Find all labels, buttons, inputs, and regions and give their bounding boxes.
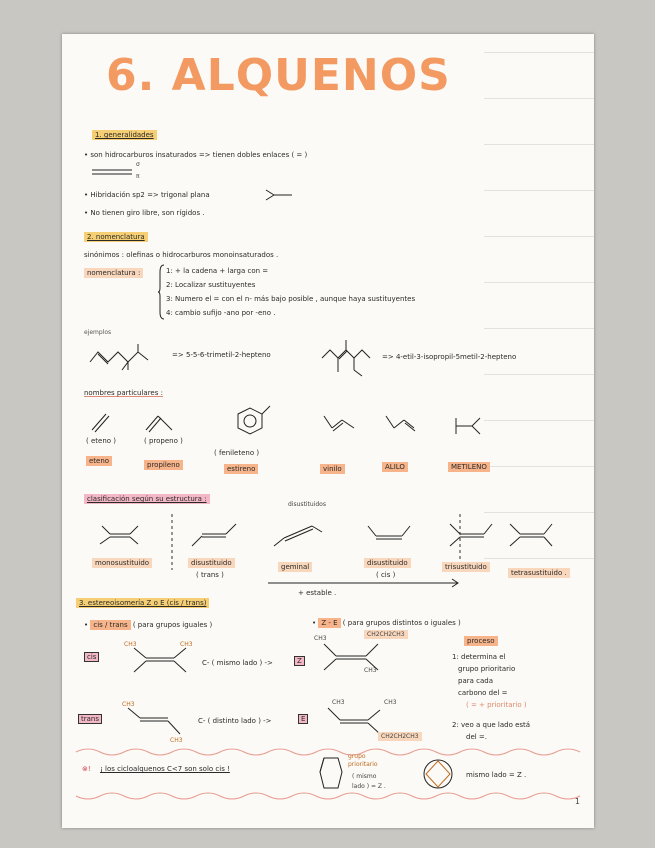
section-1-heading: 1. generalidades [92, 130, 157, 140]
proceso-step1d: carbono del = [458, 689, 508, 697]
example-2-structure [320, 336, 390, 378]
proceso-step1b: grupo prioritario [458, 665, 516, 673]
cis-box: cis [84, 652, 99, 662]
geminal-label: geminal [278, 562, 312, 572]
proceso-step1c: para cada [458, 677, 493, 685]
proceso-step1e: ( = + prioritario ) [466, 701, 527, 709]
example-1-structure [88, 342, 168, 372]
rule-4: 4: cambio sufijo -ano por -eno . [166, 309, 276, 317]
mas-estable-label: + estable . [298, 589, 337, 597]
proceso-step1a: 1: determina el [452, 653, 506, 661]
e-box: E [298, 714, 308, 724]
cis-label: ( cis ) [376, 571, 396, 579]
cyclohexene-structure [418, 754, 458, 794]
footer-lado-z: lado ) = Z . [352, 783, 386, 790]
ejemplos-label: ejemplos [84, 329, 112, 336]
proceso-step2a: 2: veo a que lado está [452, 721, 531, 729]
bullet-rigidos: • No tienen giro libre, son rígidos . [84, 209, 205, 217]
warning-icon: ⊗! [82, 765, 91, 773]
proceso-step2b: del =. [466, 733, 488, 741]
z-e-tag: Z - E [318, 618, 340, 628]
notebook-page: 6. ALQUENOS 1. generalidades • son hidrocarburos insaturados => tienen dobles enlaces ( = ) σ π • Hibridación sp2 => trigonal plana • No tienen giro libre, son rígidos . 2. nomenclatura sinónimos : olefinas o hidrocarburos monoinsaturados . nomenclatura : 1: + la cadena + larga con = 2: Localizar sustituyentes 3: Numero el = con el n- más bajo posible , aunque haya sustituyentes 4: cambio sufijo -ano por -eno . ejemplos => 5-5-6-trimetil-2-hepteno => 4-etil-3-isopropil-5metil-2-hepteno nombres particulares : ( eteno ) eteno ( propeno ) propileno ( fenileteno ) estireno vinilo ALILO METILENO clasificación según su estructura : disustituidos monosustituido disustituido ( trans ) geminal disustituido ( cis ) trisustituido tetrasustituido . + estable . 3. estereoisomería Z o E (cis / trans) • cis / trans ( para grupos iguales ) • Z - E ( para grupos distintos o iguales ) proceso 1: determina el grupo prioritario para cada carbono del = ( = + prioritario ) 2: veo a que lado está del =. cis CH3 CH3 C- ( mismo lado ) -> Z CH3 CH2CH2CH3 CH3 trans CH3 CH3 C- ( distinto lado ) -> E CH3 CH3 CH2CH2CH3 ⊗! ¡ los cicloalquenos C<7 son solo cis ! grupo prioritario ( mismo lado ) = Z . mismo lado = Z . 1 [62, 34, 594, 828]
tetrasustituido-structure [502, 518, 562, 552]
tetrasustituido-label: tetrasustituido . [508, 568, 570, 578]
footer-cicloalquenos: ¡ los cicloalquenos C<7 son solo cis ! [100, 765, 230, 773]
trans-ch3-top: CH3 [122, 701, 135, 708]
e-ch3-top: CH3 [332, 699, 345, 706]
example-1-name: => 5-5-6-trimetil-2-hepteno [172, 351, 271, 359]
metileno-structure [452, 414, 486, 438]
rule-1: 1: + la cadena + larga con = [166, 267, 269, 275]
fenileteno-formal: ( fenileteno ) [214, 449, 260, 457]
rule-3: 3: Numero el = con el n- más bajo posible , aunque haya sustituyentes [166, 295, 416, 303]
bleed-through [484, 34, 594, 594]
propeno-structure [146, 412, 176, 432]
cis-desc: C- ( mismo lado ) -> [202, 659, 273, 667]
trisustituido-label: trisustituido [442, 562, 490, 572]
section-3-heading: 3. estereoisomería Z o E (cis / trans) [76, 598, 209, 608]
sinonimos: sinónimos : olefinas o hidrocarburos monoinsaturados . [84, 251, 279, 259]
monosustituido-label: monosustituido [92, 558, 152, 568]
disustituido-trans-label: disustituido [188, 558, 235, 568]
example-2-name: => 4-etil-3-isopropil-5metil-2-hepteno [382, 353, 517, 361]
cis-trans-tag: cis / trans [90, 620, 130, 630]
eteno-formal: ( eteno ) [86, 437, 116, 445]
sigma-label: σ [136, 161, 140, 168]
bullet-insaturados: • son hidrocarburos insaturados => tienen dobles enlaces ( = ) [84, 151, 308, 159]
e-ch3-right: CH3 [384, 699, 397, 706]
monosustituido-structure [90, 518, 150, 552]
nombres-particulares-heading: nombres particulares : [84, 389, 163, 397]
alilo-name: ALILO [382, 462, 408, 472]
z-ch2ch2ch3: CH2CH2CH3 [364, 630, 408, 639]
trans-example-structure [122, 701, 192, 740]
rules-brace [158, 264, 166, 320]
footer-prioritario: prioritario [348, 761, 378, 768]
trans-box: trans [78, 714, 102, 724]
z-e-desc: ( para grupos distintos o iguales ) [342, 619, 461, 627]
double-bond-icon [92, 166, 152, 180]
vinilo-structure [322, 414, 358, 434]
disustituido-cis-label: disustituido [364, 558, 411, 568]
metileno-name: METILENO [448, 462, 490, 472]
cis-ch3-right: CH3 [180, 641, 193, 648]
proceso-heading: proceso [464, 636, 498, 646]
cyclo-structure [316, 754, 346, 794]
propeno-formal: ( propeno ) [144, 437, 183, 445]
page-title: 6. ALQUENOS [106, 50, 451, 101]
alilo-structure [384, 414, 424, 434]
cis-trans-desc: ( para grupos iguales ) [132, 621, 213, 629]
trans-label: ( trans ) [196, 571, 224, 579]
page-number: 1 [574, 797, 580, 806]
disustituidos-label: disustituidos [288, 501, 326, 508]
z-example-structure [316, 640, 396, 680]
vinilo-name: vinilo [320, 464, 345, 474]
propileno-name: propileno [144, 460, 183, 470]
trigonal-icon [264, 188, 298, 202]
clasificacion-heading: clasificación según su estructura : [84, 494, 210, 504]
stability-arrow [268, 578, 468, 588]
cis-ch3-left: CH3 [124, 641, 137, 648]
e-ch2ch2ch3: CH2CH2CH3 [378, 732, 422, 741]
pi-label: π [136, 173, 140, 180]
eteno-name: eteno [86, 456, 112, 466]
rule-2: 2: Localizar sustituyentes [166, 281, 256, 289]
trans-ch3-bottom: CH3 [170, 737, 183, 744]
section-2-heading: 2. nomenclatura [84, 232, 148, 242]
footer-mismo-lado-z: mismo lado = Z . [466, 771, 527, 779]
z-box: Z [294, 656, 305, 666]
bullet-hibridacion: • Hibridación sp2 => trigonal plana [84, 191, 210, 199]
nomenclatura-label: nomenclatura : [84, 268, 143, 278]
z-ch3: CH3 [314, 635, 327, 642]
footer-mismo: ( mismo [352, 773, 377, 780]
eteno-structure [92, 412, 112, 432]
estireno-name: estireno [224, 464, 258, 474]
z-ch3-bottom: CH3 [364, 667, 377, 674]
estireno-structure [228, 404, 274, 440]
footer-grupo: grupo [348, 753, 366, 760]
trans-desc: C- ( distinto lado ) -> [198, 717, 272, 725]
